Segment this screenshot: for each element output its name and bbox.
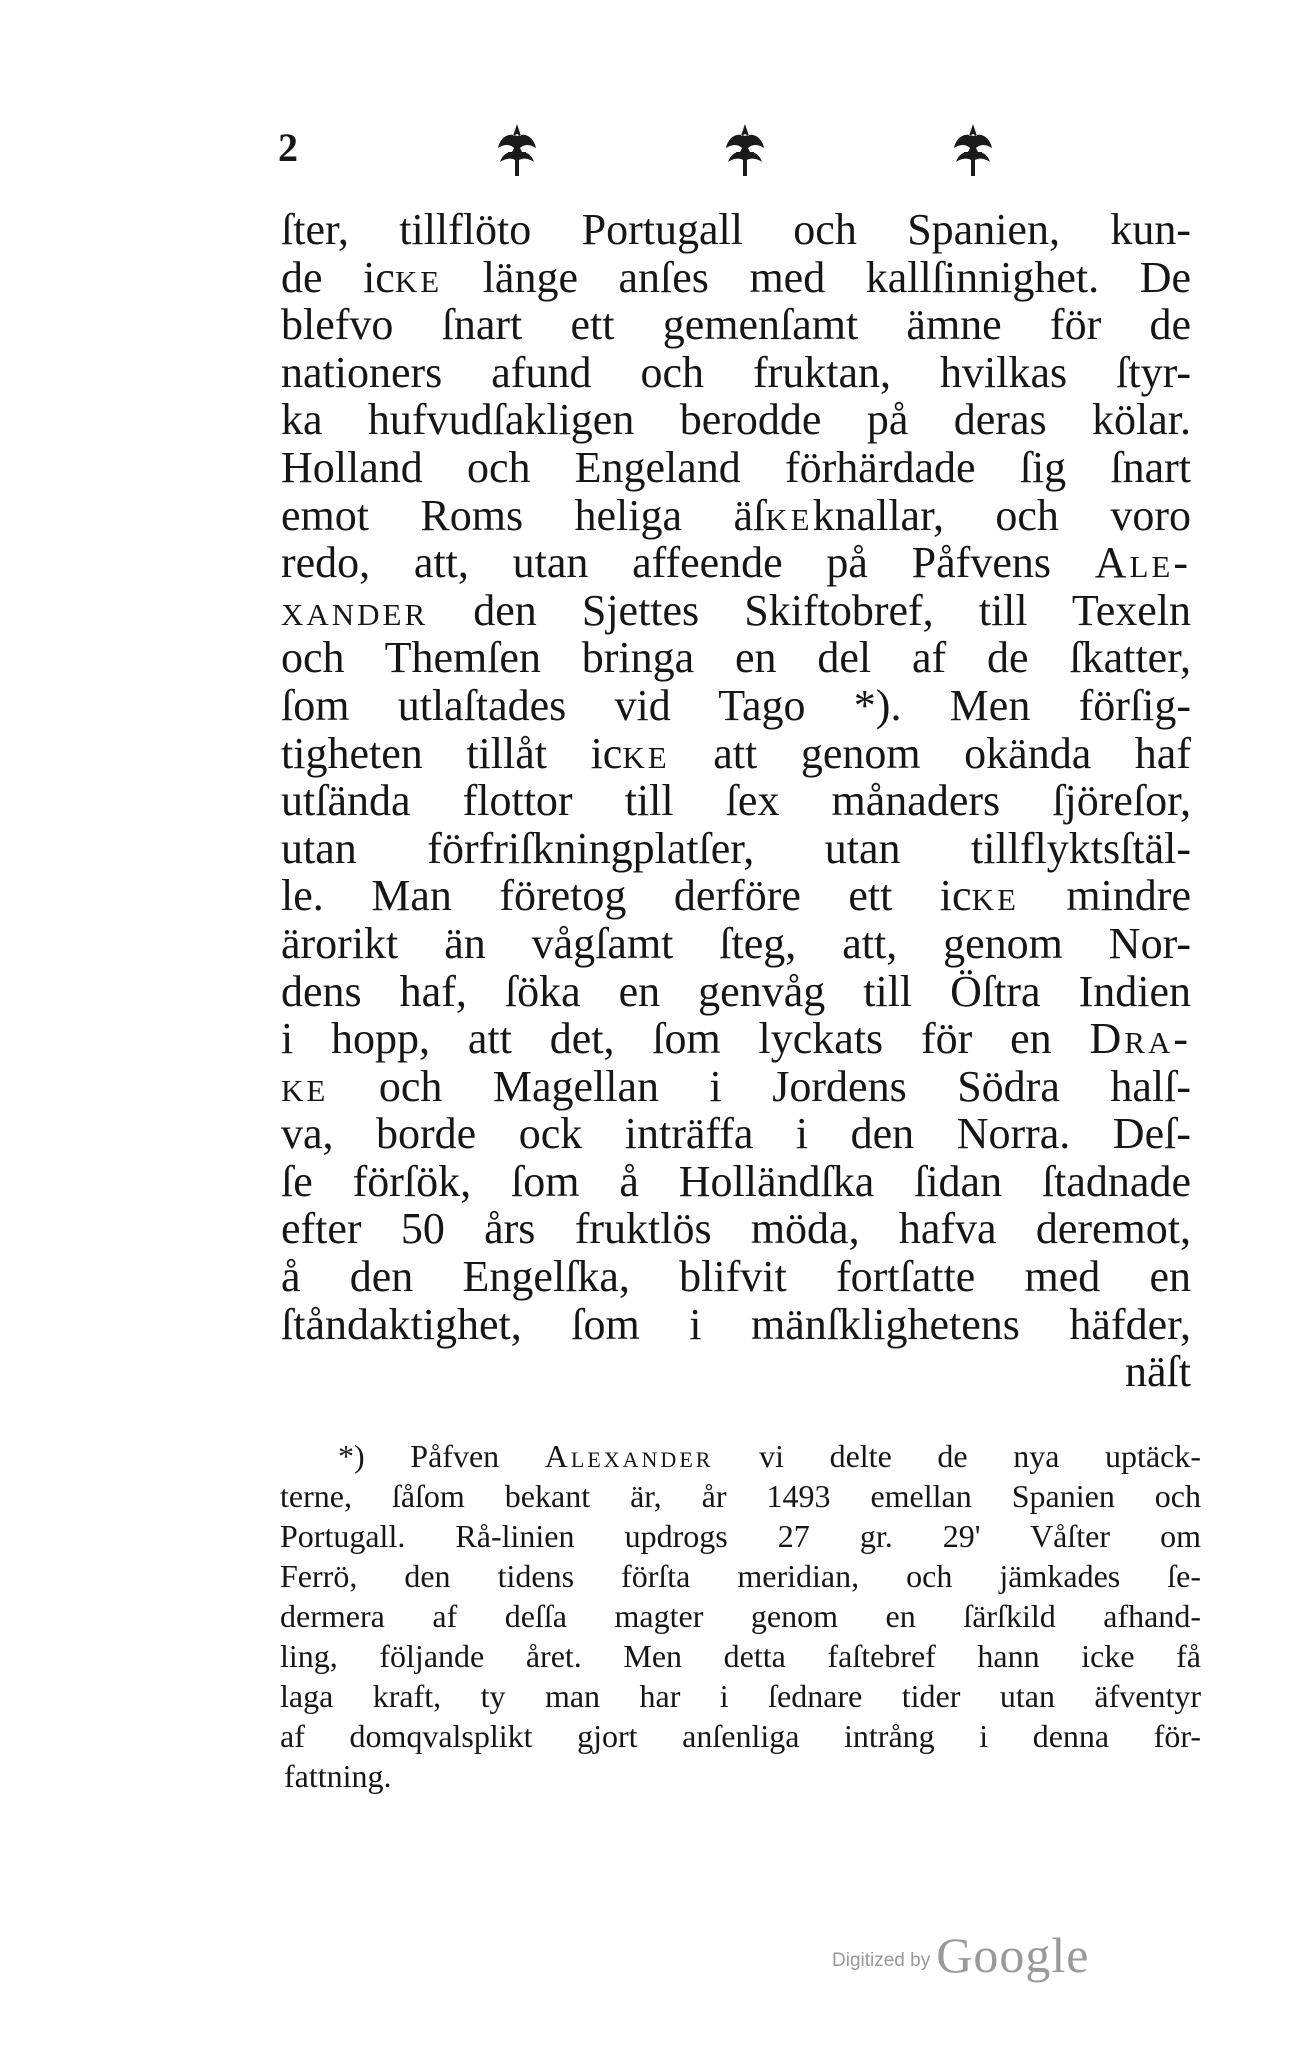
- page-number: 2: [278, 125, 298, 170]
- catchword: näſt: [1125, 1347, 1191, 1397]
- text-line: ke och Magellan i Jordens Södra halſ-: [281, 1061, 1191, 1111]
- footnote-line: af domqvalsplikt gjort anſenliga intrång i denna för-: [280, 1718, 1201, 1754]
- footnote-line: fattning.: [284, 1758, 392, 1794]
- text-line: ſom utlaſtades vid Tago *). Men förſig-: [281, 680, 1191, 730]
- footnote-line: *) Påfven Alexander vi delte de nya uptäck-: [338, 1438, 1202, 1474]
- text-line: å den Engelſka, blifvit fortſatte med en: [281, 1252, 1191, 1302]
- small-caps-name: ke: [394, 252, 443, 302]
- page-header: [278, 122, 1218, 182]
- small-caps-name: ke: [281, 1061, 329, 1111]
- small-caps-name: xander: [281, 585, 429, 635]
- google-logo: Google: [936, 1927, 1090, 1983]
- text-line: va, borde ock inträffa i den Norra. Deſ-: [281, 1109, 1191, 1159]
- digitized-watermark: [832, 1926, 1089, 1982]
- footnote-line: laga kraft, ty man har i ſednare tider utan äfventyr: [280, 1678, 1201, 1714]
- footnote-line: Portugall. Rå-linien updrogs 27 gr. 29' Våſter om: [280, 1518, 1201, 1554]
- fleur-ornament-icon: [722, 122, 768, 178]
- text-line: utſända flottor till ſex månaders ſjöreſor,: [281, 776, 1191, 826]
- text-line: de icke länge anſes med kallſinnighet. De: [281, 252, 1191, 302]
- watermark-prefix: Digitized by: [832, 1950, 931, 1971]
- text-line: emot Roms heliga äſkeknallar, och voro: [281, 490, 1191, 540]
- text-line: ſtåndaktighet, ſom i mänſklighetens häfder,: [281, 1299, 1191, 1349]
- text-line: ka hufvudſakligen berodde på deras kölar.: [281, 395, 1191, 445]
- text-line: le. Man företog derföre ett icke mindre: [281, 871, 1191, 921]
- fleur-ornament-icon: [494, 122, 540, 178]
- text-line: redo, att, utan affeende på Påfvens Ale-: [281, 538, 1191, 588]
- text-line: nationers afund och fruktan, hvilkas ſtyr-: [281, 347, 1191, 397]
- small-caps-name: ke: [971, 871, 1019, 921]
- text-line: tigheten tillåt icke att genom okända haf: [281, 728, 1191, 778]
- small-caps-name: ke: [622, 728, 670, 778]
- text-line: blefvo ſnart ett gemenſamt ämne för de: [281, 300, 1191, 350]
- text-line: och Themſen bringa en del af de ſkatter,: [281, 633, 1191, 683]
- footnote: [280, 1436, 1201, 1796]
- small-caps-name: Dra-: [1089, 1014, 1191, 1064]
- body-text: [281, 206, 1191, 1396]
- text-line: ärorikt än vågſamt ſteg, att, genom Nor-: [281, 918, 1191, 968]
- small-caps-name: Ale-: [1094, 538, 1191, 588]
- text-line: xander den Sjettes Skiftobref, till Texeln: [281, 585, 1191, 635]
- text-line: ſter, tillflöto Portugall och Spanien, kun-: [281, 205, 1191, 254]
- small-caps-name: Alexander: [544, 1438, 714, 1474]
- footnote-line: Ferrö, den tidens förſta meridian, och jämkades ſe-: [280, 1558, 1201, 1594]
- text-line: Holland och Engeland förhärdade ſig ſnart: [281, 442, 1191, 492]
- small-caps-name: ke: [765, 490, 813, 540]
- footnote-line: ling, följande året. Men detta faſtebref hann icke få: [280, 1638, 1201, 1674]
- text-line: i hopp, att det, ſom lyckats för en Dra-: [281, 1014, 1191, 1064]
- text-line: efter 50 års fruktlös möda, hafva deremot,: [281, 1204, 1191, 1254]
- footnote-line: terne, ſåſom bekant är, år 1493 emellan Spanien och: [280, 1478, 1201, 1514]
- text-line: ſe förſök, ſom å Holländſka ſidan ſtadnade: [281, 1156, 1191, 1206]
- text-line: dens haf, ſöka en genvåg till Öſtra Indien: [281, 966, 1191, 1016]
- footnote-line: dermera af deſſa magter genom en ſärſkild afhand-: [280, 1598, 1201, 1634]
- text-line: utan förfriſkningplatſer, utan tillflyktsſtäl-: [281, 823, 1191, 873]
- fleur-ornament-icon: [950, 122, 996, 178]
